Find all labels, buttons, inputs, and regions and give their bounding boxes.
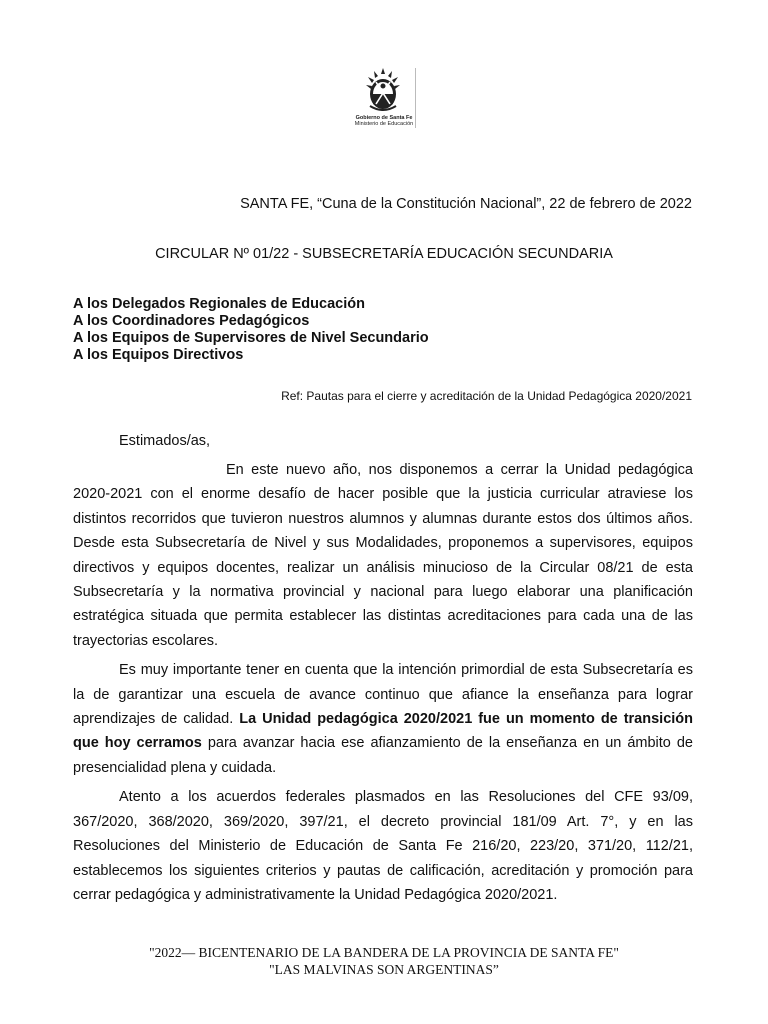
recipient-line: A los Coordinadores Pedagógicos	[73, 313, 310, 329]
greeting: Estimados/as,	[119, 433, 211, 449]
provincial-seal-icon	[362, 66, 404, 112]
logo-ministry-label: Ministerio de Educación	[354, 121, 414, 127]
recipient-line: A los Equipos de Supervisores de Nivel Secundario	[73, 330, 429, 346]
body-paragraph: En este nuevo año, nos disponemos a cerrar la Unidad pedagógica 2020-2021 con el enorme desafío de hacer posible que la justicia curricular atraviese los distintos recorridos que tuvieron nuestros alumnos y alumnas durante estos dos últimos años. Desde esta Subsecretaría de Nivel y sus Modalidades, proponemos a supervisores, equipos directivos y equipos docentes, realizar un análisis minucioso de la Circular 08/21 de esta Subsecretaría y la normativa provincial y nacional para luego elaborar una planificación estratégica situada que permita establecer las distintas acreditaciones para cada una de las trayectorias escolares.	[73, 462, 693, 649]
logo-divider	[415, 68, 416, 128]
footer-motto	[0, 944, 768, 978]
footer-line: "2022— BICENTENARIO DE LA BANDERA DE LA PROVINCIA DE SANTA FE"	[149, 945, 619, 960]
recipient-line: A los Equipos Directivos	[73, 347, 244, 363]
recipient-line: A los Delegados Regionales de Educación	[73, 296, 365, 312]
letter-body	[73, 458, 693, 912]
paragraph-emphasis: La Unidad pedagógica 2020/2021 fue un momento de transición que hoy cerramos	[73, 711, 694, 752]
government-logo	[346, 66, 422, 130]
circular-title: CIRCULAR Nº 01/22 - SUBSECRETARÍA EDUCACIÓN SECUNDARIA	[155, 246, 613, 262]
logo-government-label: Gobierno de Santa Fe	[355, 115, 413, 121]
paragraph-text: para avanzar hacia ese afianzamiento de la enseñanza en un ámbito de presencialidad plena y cuidada.	[73, 735, 693, 776]
reference-line: Ref: Pautas para el cierre y acreditación de la Unidad Pedagógica 2020/2021	[281, 389, 692, 403]
footer-line: "LAS MALVINAS SON ARGENTINAS”	[269, 962, 499, 977]
dateline: SANTA FE, “Cuna de la Constitución Nacional”, 22 de febrero de 2022	[240, 196, 692, 212]
body-paragraph: Atento a los acuerdos federales plasmados en las Resoluciones del CFE 93/09, 367/2020, 368/2020, 369/2020, 397/21, el decreto provincial 181/09 Art. 7°, y en las Resoluciones del Ministerio de Educación de Santa Fe 216/20, 223/20, 371/20, 112/21, establecemos los siguientes criterios y pautas de calificación, acreditación y promoción para cerrar pedagógica y administrativamente la Unidad Pedagógica 2020/2021.	[73, 789, 693, 903]
paragraph-text: Es muy importante tener en cuenta que la intención primordial de esta Subsecretaría es la de garantizar una escuela de avance continuo que afiance la enseñanza para lograr aprendizajes de calidad.	[73, 662, 693, 728]
body-paragraph	[73, 658, 693, 780]
recipients-list	[73, 296, 429, 364]
